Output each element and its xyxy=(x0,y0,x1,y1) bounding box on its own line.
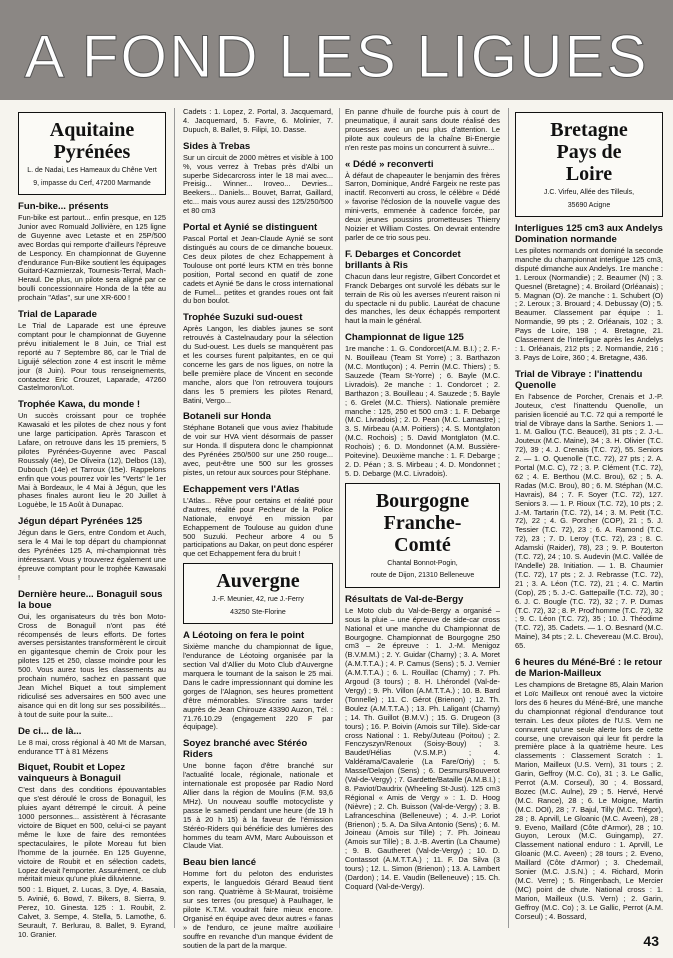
article-title: Trophée Suzuki sud-ouest xyxy=(183,312,303,324)
article-title: Portal et Aynié se distinguent xyxy=(183,222,318,234)
article-body: Les champions de Bretagne 85, Alain Marion et Loïc Mailleux ont renoué avec la victoire lors des 6 heures du Méné-Bré, une manche du championnat régional d'endurance tout terrain. Les deux pilotes de l'U.S. Vern ne connurent qu'une seule alerte lors de cette course, une crevaison qui leur fit perdre la première place à la quatrième heure. Les classements : Classement Scratch : 1. Marion, Mailleux (U.S. Vern), 31 tours ; 2. Garin, Geffroy (M.C. Co), 31 ; 3. Le Gallic, Perrot (A.M. Corseul), 30 ; 4. Bossard, Bozec (M.C. Aulne), 29 ; 5. Hervé, Hervé (M.C. Rance), 28 ; 6. Le Moigne, Martin (M.C. DOI), 28 ; 7. Bajul, Tilly (M.C. Trégor), 28 ; 8. Aprvill, Le Gloanic (M.C. Aveen), 28 ; 9. Eveno, Maillard (Côte d'Armor), 28 ; 10. Guyon, Leroux (M.C. Guingamp), 27. Classement national enduro : 1. Aprvill, Le Gloanic (M.C. Aveen) ; 28 tours ; 2. Eveno, Maillard (Côte d'Armor) ; 3. Chedemail, Sonier (M.C. J.S.N.) ; 4. Richard, Morin (M.C. Verre) ; 5. Ringenbach, Le Mercier (MC) point de chute. National cross : 1. Marion, Mailleux (U.S. Vern) ; 2. Garin, Geffroy (M.C. Co) ; 3. Le Gallic, Perrot (A.M. Corseul) ; 4. Bossard, xyxy=(515,680,663,921)
article-body: Oui, les organisateurs du très bon Moto-Cross de Bonaguil n'ont pas été récompensés de leurs efforts. De fortes averses persistantes transformèrent le circuit en gigantesque chemin de Croix pour les pilotes 125 et 250, classe moindre pour les 500. Vous aurez tous les classements au prochain numéro, sachez en passant que Jean Michel Biquet a tout simplement ridiculisé ses adversaires en 500 avec une aisance qui en dit long sur ses possibilités... à tout de suite pour la suite... xyxy=(18,611,166,719)
column-2 xyxy=(183,108,333,953)
league-title: Bourgogne xyxy=(375,489,470,512)
league-title: Pays de xyxy=(556,141,622,163)
column-3 xyxy=(345,108,500,894)
column-divider xyxy=(508,108,509,928)
article-title: 6 heures du Méné-Bré : le retour de Marion-Mailleux xyxy=(515,657,663,680)
league-title: Loire xyxy=(565,163,613,185)
league-address: J.C. Virfeu, Allée des Tilleuls, xyxy=(543,189,635,196)
article-body: Stéphane Botaneli que vous aviez l'habitude de voir sur HVA vient désormais de passer sur Honda. Il disputera donc le championnat des Pyrénées 250/500 sur une 250 rouge... avec, peut-être une 500 sur les grosses pistes, un retour aux sources pour Stéphane. xyxy=(183,423,333,477)
article-body: Chacun dans leur registre, Gilbert Concordet et Franck Debarges ont survolé les débats sur le terrain de Ris où les averses n'eurent raison ni du spectacle ni du public. Lauréat de chacune des manches, les deux échappés remportent haut la main le général. xyxy=(345,271,500,326)
article-title: Trophée Kawa, du monde ! xyxy=(18,399,141,411)
article-title: F. Debarges et Concordet brillants à Ris xyxy=(345,248,461,271)
article-body: À défaut de chapeauter le benjamin des frères Sarron, Dominique, André Fargeix ne reste pas inactif. Reconverti au cross, le célèbre « Dédé » favorise l'éclosion de la nouvelle vague des mini-verts, emmenée à cadence forcée, par deux jeunes poussins prometteuses Thierry Noizier et William Costes. On devrait entendre parler de ce trio sous peu. xyxy=(345,170,500,242)
league-address: route de Dijon, 21310 Belleneuve xyxy=(370,572,475,580)
article-title: Résultats de Val-de-Bergy xyxy=(345,593,464,605)
league-address: 35690 Acigne xyxy=(567,201,611,209)
article-title: De ci... de là... xyxy=(18,725,82,737)
league-address: 9, impasse du Cerf, 47200 Marmande xyxy=(33,179,151,187)
article-body: 1re manche : 1. G. Condorcet(A.M. B.I.) ; 2. F.-N. Bouilleau (Team St Yorre) ; 3. Barthazon (M.C. Montluçon) ; 4. Perrin (M.C. Thiers) ; 5. Sauzede (Team St-Yorre) ; 6. Bayle (M.C. Livradois). 2e manche : 1. Condorcet ; 2. Barthazon ; 3. Bouilleau ; 4. Sauzede ; 5. Bayle ; 6. Grelet (M.C. Thiers). Nationale première manche : 125, 250 et 500 cm3 : 1. F. Debarge (M.C. Livradois) ; 2. D. Pean (M.C. Lamastre) ; 3. S. Mirbeau (A.M. Poitiers) ; 4. S. Montglaton (M.C. Rochois) ; 5. David Montglaton (M.C. Rochois) ; 6. D. Mondonnet (A.M. Bussière-Poitevine). Deuxième manche : 1. F. Debarge ; 2. D. Péan ; 3. S. Mirbeau ; 4. D. Mondonnet ; 5. D. Debarge (M.C. Livradois). xyxy=(345,344,500,478)
article-body: L'Atlas... Rêve pour certains et réalité pour d'autres, réalité pour Pecheur de la Police Nationale, envoyé en mission par Echappement de Toulouse au guidon d'une 500 Suzuki. Pecheur arbore 4 ou 5 participations au Dakar, on peut donc espérer que cet Echappement fera du bruit ! xyxy=(183,495,333,559)
article-title: Trial de Laparade xyxy=(18,309,97,321)
article-body: Après Langon, les diables jaunes se sont retrouvés à Castelnaudary pour la sélection du Sud-ouest. Les duels se manquèrent pas et les courses furent palpitantes, en ce qui concerne les gars de nos ligues, on notre la belle première place de Vincent en seconde manche, alors que l'on retrouvera toujours dans les 5 premiers les pilotes Renard, Batini, Vergo... xyxy=(183,324,333,405)
masthead xyxy=(0,0,673,100)
column-1 xyxy=(18,108,166,942)
article-body: Homme fort du peloton des enduristes experts, le languedois Gérard Beaud tient son rang. Quatrième à St-Maurat, troisième sur ses terres (ou presque) à Paulhager, le pilote K.T.M. voudrait faire mieux encore. Organisé en équipe avec deux autres « fanas » de l'enduro, ce jeune maître auxiliaire souffre en revanche d'un manque évident de soutien de la part de la marque. xyxy=(183,869,333,950)
column-divider xyxy=(174,108,175,928)
article-body: Cadets : 1. Lopez, 2. Portal, 3. Jacquemard, 4. Jacquemard, 5. Favre, 6. Molinier, 7. Dupuch, 8. Ballet, 9. Filipi, 10. Dasse. xyxy=(183,107,333,134)
league-box-bretagne xyxy=(515,112,663,217)
column-4 xyxy=(515,108,663,924)
article-title: Echappement vers l'Atlas xyxy=(183,483,300,495)
league-address: Chantal Bonnot-Pogin, xyxy=(387,559,458,567)
league-address: 43250 Ste-Florine xyxy=(230,608,286,616)
article-title: Sides à Trebas xyxy=(183,140,251,152)
article-body: En l'absence de Porcher, Crenais et J.-P. Jouteux, c'est l'inattendu Quenolle, un parisien licencié au T.C. 72 qui a remporté le trial de Vibraye dans la Sarthe. Seniors 1. — 1. M. Gallou (T.C. Beauceï), 31 pts ; 2. J.-L. Jouteux (M.C. Maine), 34 ; 3. H. Olivier (T.C. 72), 39 ; 4. J. Crenais (T.C. 72), 55. Seniors 2. — 1. O. Quenolle (T.C. 72), 27 pts ; 2. A. Portal (M.C. C), 72 ; 3. P. Clément (T.C. 72), 62 ; 4. E. Berthou (M.C. Brou), 62 ; 5. A. Radas (M.C. Brou), 80 ; 6. M. Stéphan (M.C. Havrais), 84 ; 7. F. Soyer (T.C. 72), 127. Seniors 3. — 1. P. Rioux (T.C. 72), 10 pts ; 2. J.-M. Tartarin (T.C. 72), 14 ; 3. M. Petit (T.C. 72), 22 ; 4. G. Porcher (COP), 21 ; 5. J. Tessier (T.C. 72), 23 ; 6. A. Ramond (T.C. 72), 23 ; 7. D. Leroy (T.C. 72), 23 ; 8. C. Adamski (Raider), 78), 23 ; 9. P. Bouterton (T.C. 72), 24 ; 10. S. Audevin (M.C. Vallée de l'Andelle) 28. Initiation. — 1. B. Chaumier (T.C. 72), 17 pts ; 2. J. Rebrasse (T.C. 72), 21 ; 3. A. Léon (T.C. 72), 21 ; 4. C. Martin (Cop), 25 ; 5. J.-C. Gattepaille (T.C. 72), 30 ; 6. J. C. Bougle (T.C. 72), 32 ; 7. P. Dumas (T.C. 72), 32 ; 8. P. Prod'homme (T.C. 72), 32 ; 9. C. Léon (T.C. 72), 35 ; 10. J. Théodime (T.C. 72), 35. Cadets. — 1. O. Besnard (M.C. Maine), 34 pts ; 2. L. Chevereau (M.C. Brou), 65. xyxy=(515,391,663,651)
article-title: Biquet, Roubit et Lopez vainqueurs à Bonaguil xyxy=(18,762,126,785)
league-title: Franche- xyxy=(383,511,462,534)
article-body: Pascal Portal et Jean-Claude Aynié se sont distingués au cours de ce dimanche boueux. Ces deux pilotes de chez Echappement à Toulouse ont porté leurs KTM en très bonne position, Portal second en quatif de zone cadets et Aynié 5e dans le cross international de Fumel... petites et grandes roues ont fait du bon boulot. xyxy=(183,234,333,306)
league-title: Pyrénées xyxy=(53,141,131,163)
article-body: Sur un circuit de 2000 mètres et visible à 100 %, vous verrez à Trebas près d'Albi un superbe Sidecarcross inter le 18 mai avec... Preisig... Winner... Iroveo... Devries... Beekers... Daniels... Bouvet, Barrat, Gaillard, etc... mais vous aurez aussi des 125/250/500 et 80 cm3 xyxy=(183,152,333,216)
league-address: L. de Nadai, Les Hameaux du Chêne Vert xyxy=(27,167,157,174)
article-body: Sixième manche du championnat de ligue, l'endurance de Léotoing organisée par la section Val d'Allier du Moto Club d'Auvergne marquera le tournant de la saison le 25 mai. Dans le cadre impressionnant qui domine les gorges de l'Alagnon, ses heures promettent d'être mémorables. S'inscrire sans tarder auprès de Jean Chirouze 43390 Auzon, Tél. : 71.76.10.29 (engagement 220 F par équipage). xyxy=(183,642,333,732)
article-body: C'est dans des conditions épouvantables que s'est déroulé le cross de Bonaguil, les pluies ayant détrempé le circuit. À peine 1000 personnes... assistèrent à l'écrasante victoire de Biquet en 500, celui-ci se payant même le luxe de faire des remontées spectaculaires, le pilote Moreau fut bien l'homme de la journée. En 125 Guyenne, victoire de Roubit et en sélection cadets, Lopez devait l'emporter. Assurément, ce club méritait mieux qu'une pluie diluvienne. xyxy=(18,785,166,884)
masthead-title: A FOND LES LIGUES xyxy=(24,23,649,90)
article-body: Fun-bike est partout... enfin presque, en 125 Junior avec Romuald Jollivière, en 125 ligne de Guyenne avec Letaste et en 25P/500 avec Bordas qui remporte d'ailleurs l'épreuve de Lesponcy. En championnat de Guyenne d'endurance Fun-Bike soutient les équipages Guitard-Kazmierzak, Tournesis-Terral, Mach-Heraul. De plus, un pilote sera aligné par ce boulli concessionnaire Honda de la tête au prochain "Atlas", sur une XR-600 ! xyxy=(18,213,166,303)
article-body: Les pilotes normands ont dominé la seconde manche du championnat interligue 125 cm3, disputé dimanche aux Andelys. 1re manche : 1. Leroux (Normandie) ; 2. Beaumer (N) ; 3. Quesnel (Bretagne) ; 4. Broilard (Orléanais) ; 5. Magnan (O). 2e manche : 1. Schubert (O) ; 2. Leroux ; 3. Brouard ; 4. Debussay (O) ; 5. Beaumer. Classement par équipe : 1. Normandie, 99 pts ; 2. Orléanais, 102 ; 3. Pays de Loire, 198 ; 4. Bretagne, 21. Classement de l'interligue après les Andelys : 1. Orléanais, 212 pts ; 2. Normandie, 216 ; 3. Pays de Loire, 360 ; 4. Bretagne, 436. xyxy=(515,246,663,362)
article-title: Championnat de ligue 125 xyxy=(345,332,464,344)
article-body: Jégun dans le Gers, entre Condom et Auch, sera le 4 Mai le top départ du championnat des Pyrénées 125 A, mi-championnat très intéressant. Vous y trouverez également une épreuve comptant pour le trophée Kawasaki ! xyxy=(18,528,166,582)
league-title: Aquitaine xyxy=(49,119,135,141)
article-title: Botaneli sur Honda xyxy=(183,411,271,423)
article-title: A Léotoing on fera le point xyxy=(183,630,305,642)
league-title: Bretagne xyxy=(550,119,628,141)
league-box-auvergne xyxy=(183,563,333,624)
article-title: Fun-bike... présents xyxy=(18,201,109,212)
article-body: Une bonne façon d'être branché sur l'actualité locale, régionale, nationale et internationale est proposée par Radio Nord Allier dans la région de Moulins (F.M. 93,6 MHz). Un nouveau souffle motocycliste y passe le samedi pendant une heure (de 19 h 15 à 20 h 15) à la faveur de l'émission Stéréo-Riders qui bénéficie des lumières des hommes du team AVM, Marc Aubouisson et Claude Viat. xyxy=(183,761,333,851)
league-address: J.-F. Meunier, 42, rue J.-Ferry xyxy=(212,596,304,604)
league-box-aquitaine xyxy=(18,112,166,195)
article-title: Soyez branché avec Stéréo Riders xyxy=(183,738,308,761)
league-box-bourgogne xyxy=(345,483,500,588)
page-number: 43 xyxy=(643,933,659,949)
article-title: Dernière heure... Bonaguil sous la boue xyxy=(18,588,163,611)
article-title: « Dédé » reconverti xyxy=(345,158,434,170)
league-title: Comté xyxy=(394,533,451,556)
article-title: Interligues 125 cm3 aux Andelys Domination normande xyxy=(515,223,663,245)
article-body: En panne d'huile de fourche puis à court de pneumatique, il aurait sans doute réalisé des prouesses avec un peu plus d'attention. Le pilote aux couleurs de la chaîne Bi-Energie n'en reste pas moins un concurrent à suivre... xyxy=(345,107,500,152)
article-title: Jégun départ Pyrénées 125 xyxy=(18,516,143,528)
article-body: 500 : 1. Biquet, 2. Lucas, 3. Dye, 4. Basaia, 5. Avinié, 6. Bowd, 7. Bikers, 8. Sierra, 9. Perez, 10. Ginesta. 125 : 1. Roubit, 2. Calvet, 3. Sempe, 4. Stella, 5. Lamothe, 6. Seurault, 7. Berlurau, 8. Ballet, 9. Eyrand, 10. Granier. xyxy=(18,885,166,939)
article-body: Un succès croissant pour ce trophée Kawasaki et les pilotes de chez nous y font une large participation. Après Tarascon et Lafare, on retrouve dans les 15 premiers, 5 pilotes Pyrénées-Guyenne avec Pascal Roussaly (4e), De Oliveira (12), Delbos (13), Dubouch (14e) et Tarroux (15e). Rappelons enfin que vous pourrez voir les "Verts" le 1er Mai à Bordeaux, le 4 Mai à Jégun, que les phases finales auront lieu le 20 Juillet à Loguèbe, le 15 Août à Dunapac. xyxy=(18,411,166,510)
article-body: Le Moto club du Val-de-Bergy a organisé – sous la pluie – une épreuve de side-car cross National et une manche du Championnat de Bourgogne. Championnat de Bourgogne 250 cm3 – 2e épreuve : 1. J.-M. Menigoz (B.V.M.M.) ; 2. Y. Guidar (Charny) ; 3. A. Moret (A.M.T.T.A.) ; 4. P. Camus (Sens) ; 5. J. Vernier (A.M.T.T.A.) ; 6. L. Rouillac (Charny) ; 7. Ph. Argoud (3 tours) ; 8. H. Lhérondel (Val-de-Vergy) ; 9. Ph. Villon (A.M.T.T.A.) ; 10. B. Bard (Tonnelle) ; 11. C. Gérot (Brienon) ; 12. Th. Boulez (A.M.T.T.A.) ; 13. Ph. Laligant (Charny) ; 14. Th. Guillot (B.M.V.) ; 15. G. Drugeon (3 tours) ; 16. P. Boivin (Amois sur Tille). Side-car cross National : 1. Reby/Juteau (Poitou) ; 2. Fenczyszyn/Renoux (Soisy-Bouy) ; 3. Baudet/Hélias (V.S.M.P.) ; 4. Valdérama/Cavalerie (La Fare/Oriy) ; 5. Masse/Delajon (Sens) ; 6. Desmurs/Bouverot (Val-de-Vergy) ; 7. Gardette/Bataille (A.M.B.I.) ; 8. Paviot/Daudrix (Wheeling St-Just). 125 cm3 Régional « Amis de Vergy » : 1. D. Hoog (Nièvre) ; 2. Ch. Buisson (Val-de-Vergy) ; 3. B. Lafranceschina (Belleneuve) ; 4. J.-P. Loriot (Brienon) ; 5. A. Da Silva Antonio (Sens) ; 6. M. Joineau (Amois sur Tille) ; 7. Ph. Joineau (Amois sur Tille) ; 8. J.-B. Avertin (La Chaume) ; 9. B. Gautheret (Val-de-Vergy) ; 10. D. Contassot (A.M.T.T.A.) ; 11. F. Da Silva (3 tours) ; 12. L. Simon (Brienon) ; 13. A. Lambert (Dardon) ; 14. E. Vaudin (Belleneuve) ; 15. Ch. Coquard (Val-de-Vergy). xyxy=(345,605,500,891)
article-body: Le Trial de Laparade est une épreuve comptant pour le championnat de Guyenne prévu initialement le 8 Juin, ce Trial est reporté au 7 Septembre 86, car le Trial de Liguijé sélection zone 4 est inscrit le même jour (8 Juin). Pour tous renseignements, contactez Eric Crouzet, Laparade, 47260 Castelmoron/Lot. xyxy=(18,321,166,393)
league-title: Auvergne xyxy=(216,570,300,593)
column-divider xyxy=(339,108,340,928)
article-title: Beau bien lancé xyxy=(183,857,257,869)
article-body: Le 8 mai, cross régional à 40 Mt de Marsan, endurance TT à 81 Mézens xyxy=(18,737,166,756)
article-title: Trial de Vibraye : l'inattendu Quenolle xyxy=(515,368,643,391)
